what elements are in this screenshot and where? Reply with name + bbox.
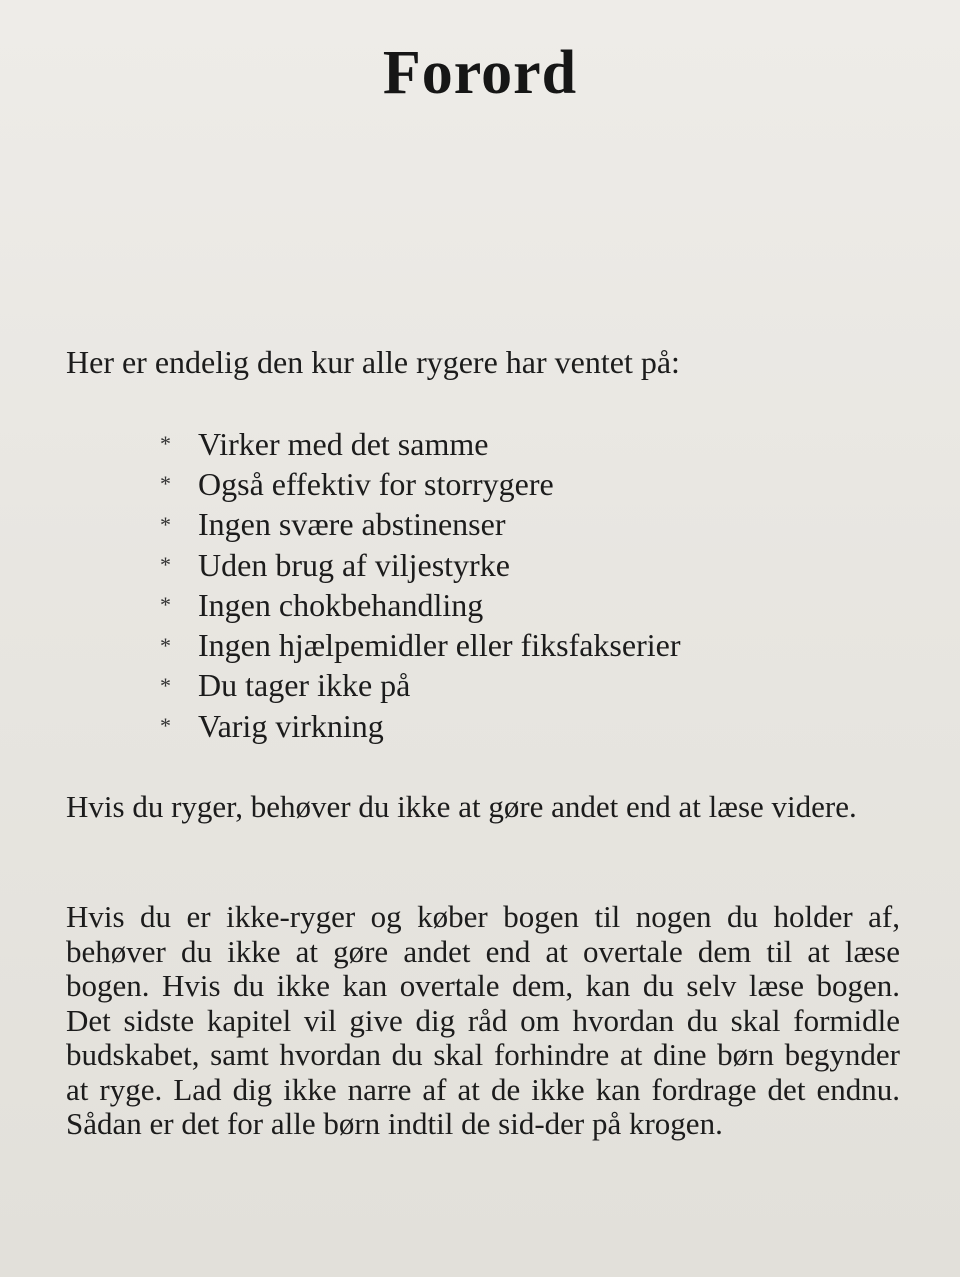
- paragraph-non-smokers: Hvis du er ikke-ryger og køber bogen til nogen du holder af, behøver du ikke at gøre andet end at overtale dem til at læse bogen. Hvis du ikke kan overtale dem, kan du selv læse bogen. Det sidste kapitel vil give dig råd om hvordan du skal formidle budskabet, samt hvordan du skal forhindre at dine børn begynder at ryge. Lad dig ikke narre af at de ikke kan fordrage det endnu. Sådan er det for alle børn indtil de sid-der på krogen.: [66, 899, 900, 1141]
- asterisk-bullet-icon: *: [160, 713, 171, 739]
- list-item: [160, 625, 680, 665]
- list-item: [160, 545, 680, 585]
- list-item: [160, 585, 680, 625]
- asterisk-bullet-icon: *: [160, 552, 171, 578]
- list-item: [160, 464, 680, 504]
- list-item-text: Varig virkning: [198, 707, 384, 744]
- benefit-list: [160, 424, 680, 746]
- asterisk-bullet-icon: *: [160, 471, 171, 497]
- list-item: [160, 666, 680, 706]
- asterisk-bullet-icon: *: [160, 592, 171, 618]
- asterisk-bullet-icon: *: [160, 431, 171, 457]
- asterisk-bullet-icon: *: [160, 672, 171, 698]
- page-title: Forord: [382, 39, 578, 107]
- asterisk-bullet-icon: *: [160, 632, 171, 658]
- paragraph-smokers: Hvis du ryger, behøver du ikke at gøre andet end at læse videre.: [66, 789, 857, 824]
- list-item: [160, 424, 680, 464]
- asterisk-bullet-icon: *: [160, 511, 171, 537]
- list-item-text: Ingen chokbehandling: [198, 586, 484, 623]
- list-item-text: Ingen svære abstinenser: [198, 506, 506, 543]
- list-item: [160, 505, 680, 545]
- list-item-text: Også effektiv for storrygere: [198, 465, 554, 502]
- list-item: [160, 706, 680, 746]
- list-item-text: Virker med det samme: [198, 425, 489, 462]
- list-item-text: Ingen hjælpemidler eller fiksfakserier: [198, 627, 681, 664]
- intro-text: Her er endelig den kur alle rygere har ventet på:: [66, 344, 680, 380]
- list-item-text: Uden brug af viljestyrke: [198, 546, 510, 583]
- list-item-text: Du tager ikke på: [198, 667, 411, 704]
